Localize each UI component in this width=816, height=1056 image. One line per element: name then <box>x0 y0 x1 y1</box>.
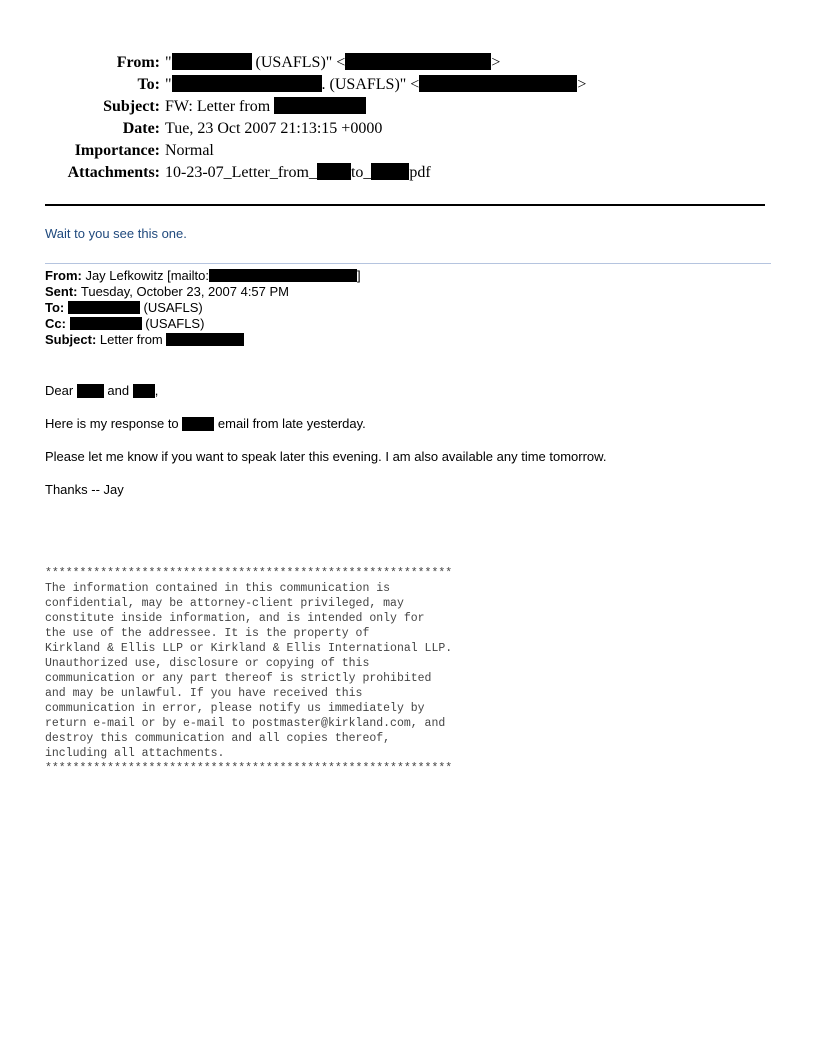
body-line-2: Please let me know if you want to speak later this evening. I am also available any time tomorrow. <box>45 449 607 464</box>
redaction-box <box>68 301 140 314</box>
fwd-from-row <box>45 268 361 284</box>
redaction-box <box>77 384 104 398</box>
fwd-subject-label: Subject: <box>45 332 97 347</box>
date-value: Tue, 23 Oct 2007 21:13:15 +0000 <box>165 120 383 137</box>
to-value-part: " <box>165 76 172 93</box>
subject-value <box>165 96 366 118</box>
fwd-from-text: Jay Lefkowitz [mailto: <box>81 268 209 283</box>
from-value-part: " <box>165 54 172 71</box>
to-label: To: <box>137 76 160 93</box>
header-from-row <box>0 52 816 74</box>
header-subject-row <box>0 96 816 118</box>
subject-label: Subject: <box>103 98 160 115</box>
body-text: email from late yesterday. <box>214 416 366 431</box>
subject-text: FW: Letter from <box>165 98 275 115</box>
attachment-name-part: 10-23-07_Letter_from_ <box>165 164 317 181</box>
intro-message: Wait to you see this one. <box>45 226 187 241</box>
redaction-box <box>371 163 409 180</box>
greeting-line <box>45 383 158 398</box>
fwd-subject-text: Letter from <box>96 332 167 347</box>
fwd-sent-value: Tuesday, October 23, 2007 4:57 PM <box>77 284 289 299</box>
from-value-part: (USAFLS)" < <box>251 54 346 71</box>
forwarded-header <box>45 268 361 348</box>
to-value <box>165 74 586 96</box>
forward-divider <box>45 263 771 264</box>
fwd-cc-suffix: (USAFLS) <box>141 316 205 331</box>
greeting-text: and <box>103 383 133 398</box>
greeting-text: Dear <box>45 383 77 398</box>
redaction-box <box>172 53 252 70</box>
to-value-part: . (USAFLS)" < <box>321 76 420 93</box>
from-label: From: <box>116 54 160 71</box>
fwd-subject-row <box>45 332 361 348</box>
greeting-text: , <box>154 383 159 398</box>
importance-label: Importance: <box>74 142 160 159</box>
to-value-part: > <box>577 76 587 93</box>
fwd-to-label: To: <box>45 300 65 315</box>
fwd-cc-label: Cc: <box>45 316 66 331</box>
redaction-box <box>274 97 366 114</box>
body-line-1 <box>45 416 366 431</box>
redaction-box <box>419 75 577 92</box>
redaction-box <box>317 163 351 180</box>
body-text: Here is my response to <box>45 416 183 431</box>
fwd-to-suffix: (USAFLS) <box>139 300 203 315</box>
fwd-from-end: ] <box>357 268 361 283</box>
header-divider <box>45 204 765 206</box>
legal-disclaimer: *********************************************************** The information contained in this communication is confidential, may be attorney-client privileged, may constitute inside information, and is intended only for the use of the addressee. It is the property of Kirkland & Ellis LLP or Kirkland & Ellis International LLP. Unauthorized use, disclosure or copying of this communication or any part thereof is strictly prohibited and may be unlawful. If you have received this communication in error, please notify us immediately by return e-mail or by e-mail to postmaster@kirkland.com, and destroy this communication and all copies thereof, including all attachments. *********************************************************** <box>45 567 453 775</box>
redaction-box <box>209 269 357 282</box>
header-importance-row <box>0 140 816 162</box>
header-to-row <box>0 74 816 96</box>
from-value <box>165 52 500 74</box>
fwd-to-row <box>45 300 361 316</box>
fwd-sent-row <box>45 284 361 300</box>
attachment-name-part: to_ <box>350 164 372 181</box>
fwd-sent-label: Sent: <box>45 284 78 299</box>
fwd-cc-row <box>45 316 361 332</box>
attachment-link[interactable] <box>165 162 431 184</box>
from-value-part: > <box>491 54 501 71</box>
redaction-box <box>172 75 322 92</box>
header-date-row <box>0 118 816 140</box>
fwd-from-label: From: <box>45 268 82 283</box>
importance-value: Normal <box>165 142 214 159</box>
redaction-box <box>182 417 214 431</box>
redaction-box <box>345 53 491 70</box>
email-header <box>0 52 816 184</box>
date-label: Date: <box>122 120 160 137</box>
attachment-name-part: pdf <box>409 164 431 181</box>
redaction-box <box>133 384 155 398</box>
header-attachments-row <box>0 162 816 184</box>
attachments-label: Attachments: <box>67 164 160 181</box>
redaction-box <box>166 333 244 346</box>
signoff: Thanks -- Jay <box>45 482 124 497</box>
redaction-box <box>70 317 142 330</box>
